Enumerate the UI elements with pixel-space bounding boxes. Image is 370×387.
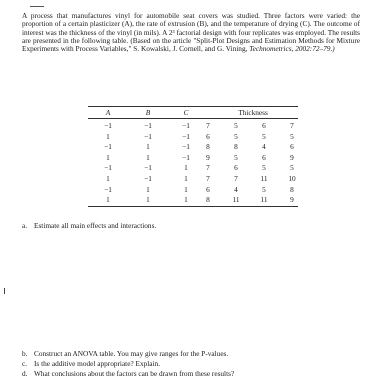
paragraph-line: temperature of drying (C). The outcome of interest was the thickness of the vinyl (in mils). (22, 19, 361, 37)
thickness-cell: 11 (232, 195, 240, 205)
factor-a-cell: 1 (106, 195, 110, 205)
thickness-cell: 6 (206, 184, 210, 194)
header-a: A (105, 108, 111, 117)
thickness-cell: 5 (234, 131, 238, 141)
thickness-cell: 11 (260, 174, 268, 183)
problem-paragraph (22, 12, 360, 54)
factor-b-cell: −1 (144, 121, 152, 130)
thickness-cell: 7 (290, 121, 294, 130)
thickness-cell: 6 (262, 152, 266, 162)
thickness-cell: 9 (290, 195, 294, 205)
question-a (22, 221, 156, 230)
header-c: C (183, 108, 189, 117)
thickness-cell: 6 (234, 163, 238, 173)
factor-c-cell: −1 (182, 121, 190, 130)
factor-b-cell: 1 (146, 142, 150, 152)
question-b (22, 349, 228, 358)
question-text: Is the additive model appropriate? Explain. (34, 359, 161, 368)
factor-a-cell: −1 (104, 142, 112, 152)
question-label: b. (22, 349, 28, 358)
factor-a-cell: 1 (106, 174, 110, 183)
table-top-rule (88, 106, 298, 107)
factor-c-cell: 1 (184, 174, 188, 183)
factor-c-cell: 1 (184, 184, 188, 194)
thickness-cell: 5 (234, 152, 238, 162)
factor-a-cell: −1 (104, 184, 112, 194)
question-d (22, 369, 234, 378)
table-bottom-rule (88, 206, 298, 207)
question-label: a. (22, 221, 28, 230)
thickness-cell: 6 (206, 131, 210, 141)
paragraph-line: A 2³ factorial design with four replicates was employed. The results are presented in the (22, 27, 360, 46)
factor-c-cell: −1 (182, 152, 190, 162)
factor-a-cell: −1 (104, 163, 112, 173)
thickness-cell: 6 (262, 121, 266, 130)
thickness-cell: 7 (206, 163, 210, 173)
thickness-cell: 4 (262, 142, 266, 152)
question-c (22, 359, 160, 368)
header-thickness: Thickness (238, 108, 268, 117)
factor-a-cell: 1 (106, 152, 110, 162)
question-text: What conclusions about the factors can be drawn from these results? (34, 369, 235, 378)
factor-c-cell: 1 (184, 163, 188, 173)
thickness-cell: 11 (260, 195, 268, 205)
factor-b-cell: 1 (146, 184, 150, 194)
thickness-cell: 6 (290, 142, 294, 152)
factor-b-cell: −1 (144, 131, 152, 141)
thickness-cell: 10 (288, 174, 296, 183)
thickness-cell: 8 (234, 142, 238, 152)
thickness-cell: 5 (290, 163, 294, 173)
header-b: B (145, 108, 151, 117)
table-header-rule (88, 118, 298, 119)
thickness-cell: 5 (262, 163, 266, 173)
factor-b-cell: −1 (144, 163, 152, 173)
thickness-cell: 5 (290, 131, 294, 141)
factor-b-cell: 1 (146, 152, 150, 162)
thickness-cell: 5 (262, 184, 266, 194)
factor-c-cell: −1 (182, 131, 190, 141)
thickness-cell: 4 (234, 184, 238, 194)
paragraph-line: Mixture Experiments with Process Variables," S. Kowalski, J. Cornell, and G. Vining, (22, 36, 360, 54)
factor-b-cell: −1 (144, 174, 152, 183)
factor-a-cell: 1 (106, 131, 110, 141)
thickness-cell: 8 (290, 184, 294, 194)
question-text: Construct an ANOVA table. You may give ranges for the P-values. (34, 349, 229, 358)
top-dash-mark (30, 6, 44, 7)
paragraph-line: following table. (Based on the article "Split-Plot Designs and Estimation Methods for (81, 36, 335, 46)
thickness-cell: 8 (206, 195, 210, 205)
thickness-cell: 5 (234, 121, 238, 130)
thickness-cell: 9 (290, 152, 294, 162)
paragraph-line: Technometrics, 2002:72–79.) (249, 44, 335, 54)
factor-c-cell: −1 (182, 142, 190, 152)
thickness-table (88, 106, 298, 214)
question-text: Estimate all main effects and interactions. (34, 221, 157, 230)
factor-a-cell: −1 (104, 121, 112, 130)
question-label: c. (22, 359, 28, 368)
paragraph-line: were varied: the proportion of a certain plasticizer (A), the rate of extrusion (B), and the (22, 11, 360, 29)
thickness-cell: 5 (262, 131, 266, 141)
thickness-cell: 8 (206, 142, 210, 152)
thickness-cell: 7 (206, 174, 210, 183)
question-label: d. (22, 369, 28, 378)
paragraph-line: A process that manufactures vinyl for automobile seat covers was studied. Three factors (22, 11, 305, 20)
thickness-cell: 9 (206, 152, 210, 162)
thickness-cell: 7 (206, 121, 210, 130)
factor-c-cell: 1 (184, 195, 188, 205)
factor-b-cell: 1 (146, 195, 150, 205)
thickness-cell: 7 (234, 174, 238, 183)
margin-mark (4, 288, 5, 294)
